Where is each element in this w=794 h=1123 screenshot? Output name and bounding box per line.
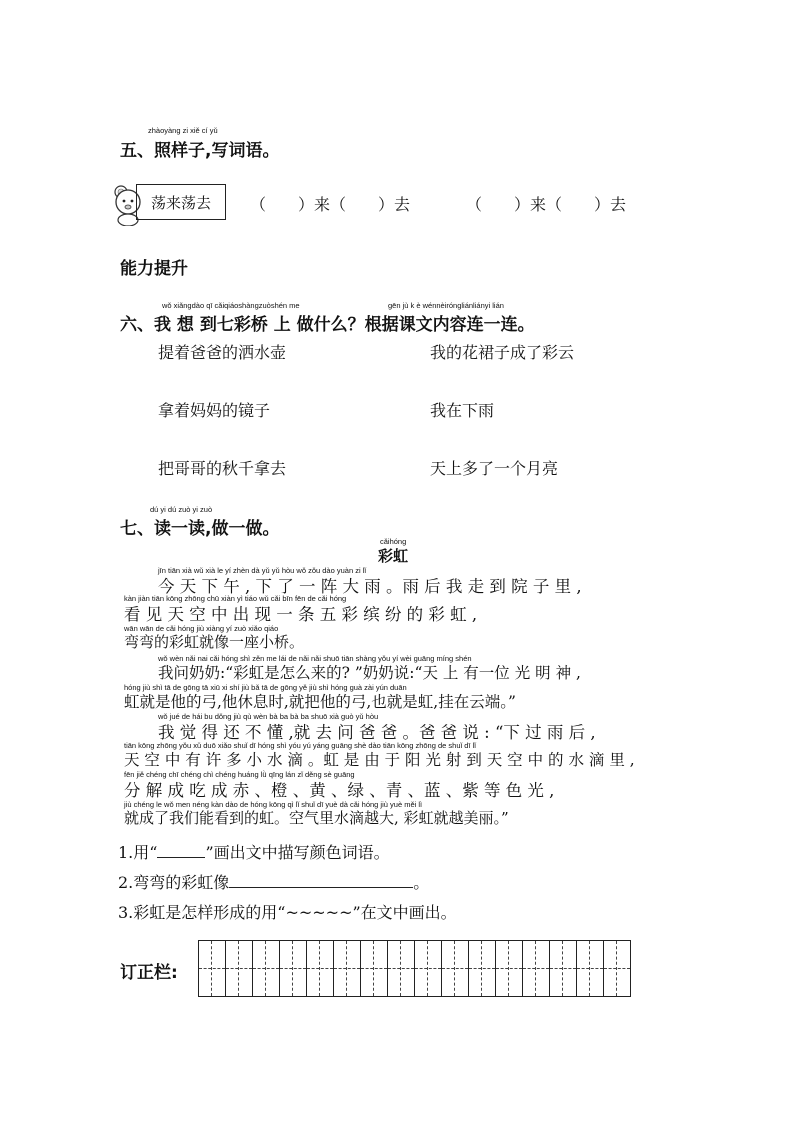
poem-title: 彩虹 — [378, 547, 409, 565]
line-9-pinyin: jiù chéng le wǒ men néng kàn dào de hóng kōng qì lǐ shuǐ dī yuè dà cǎi hóng jiù yuè měi lì — [124, 800, 423, 809]
grid-cell[interactable] — [604, 941, 630, 996]
grid-cell[interactable] — [388, 941, 415, 996]
grid-cell[interactable] — [253, 941, 280, 996]
question-1 — [118, 840, 390, 863]
section6-title: 六、我 想 到七彩桥 上 做什么？根据课文内容连一连。 — [120, 315, 535, 335]
question-1-blank[interactable] — [157, 857, 205, 858]
line-3-pinyin: wān wān de cǎi hóng jiù xiàng yí zuò xiǎo qiáo — [124, 624, 279, 633]
right-item-1[interactable]: 我的花裙子成了彩云 — [430, 343, 575, 362]
line-1-text: 今 天 下 午 , 下 了 一 阵 大 雨 。雨 后 我 走 到 院 子 里 , — [158, 577, 582, 596]
correction-grid[interactable] — [198, 940, 631, 997]
line-8-pinyin: fēn jiě chéng chī chéng chì chéng huáng lǜ qīng lán zǐ děng sè guāng — [124, 770, 355, 779]
left-item-3[interactable]: 把哥哥的秋千拿去 — [158, 459, 287, 478]
poem-title-pinyin: cǎihóng — [380, 537, 407, 546]
section7-title: 七、读一读,做一做。 — [120, 519, 280, 539]
question-2-blank[interactable] — [229, 887, 413, 888]
line-4-text: 我问奶奶:“彩虹是怎么来的? ”奶奶说:“天 上 有一位 光 明 神 , — [158, 664, 581, 682]
question-1-end: ”画出文中描写颜色词语。 — [205, 843, 390, 862]
line-9-text: 就成了我们能看到的虹。空气里水滴越大, 彩虹就越美丽。” — [124, 809, 509, 827]
section6-pinyin-b: gēn jù k è wénnèiróngliánliányi lián — [388, 301, 504, 310]
line-7-text: 天 空 中 有 许 多 小 水 滴 。虹 是 由 于 阳 光 射 到 天 空 中 的 水 滴 里 , — [124, 751, 635, 769]
grid-cell[interactable] — [442, 941, 469, 996]
grid-cell[interactable] — [280, 941, 307, 996]
fill-blank-1: （ ）来（ ）去 — [250, 195, 411, 214]
grid-cell[interactable] — [361, 941, 388, 996]
line-2-pinyin: kàn jiàn tiān kōng zhōng chū xiàn yì tiáo wǔ cǎi bīn fēn de cǎi hóng — [124, 594, 347, 603]
line-5-text: 虹就是他的弓,他休息时,就把他的弓,也就是虹,挂在云端。” — [124, 693, 516, 711]
question-2-text: 2.弯弯的彩虹像 — [118, 873, 230, 892]
section5-title: 五、照样子,写词语。 — [120, 141, 280, 161]
question-2-end: 。 — [413, 873, 430, 892]
line-8-text: 分 解 成 吃 成 赤 、橙 、黄 、绿 、青 、蓝 、紫 等 色 光 , — [124, 781, 555, 800]
line-2-text: 看 见 天 空 中 出 现 一 条 五 彩 缤 纷 的 彩 虹 , — [124, 605, 478, 624]
left-item-2[interactable]: 拿着妈妈的镜子 — [158, 401, 271, 420]
right-item-2[interactable]: 我在下雨 — [430, 401, 495, 420]
line-3-text: 弯弯的彩虹就像一座小桥。 — [124, 633, 305, 651]
grid-cell[interactable] — [226, 941, 253, 996]
grid-cell[interactable] — [523, 941, 550, 996]
grid-cell[interactable] — [496, 941, 523, 996]
line-1-pinyin: jīn tiān xià wǔ xià le yí zhèn dà yǔ yǔ hòu wǒ zǒu dào yuàn zi lǐ — [158, 566, 367, 575]
line-5-pinyin: hóng jiù shì tā de gōng tā xiū xi shí jiù bǎ tā de gōng yě jiù shì hóng guà zài yún duān — [124, 683, 407, 692]
grid-cell[interactable] — [334, 941, 361, 996]
sample-word: 荡来荡去 — [150, 193, 211, 212]
section7-pinyin: dú yi dú zuò yi zuò — [150, 505, 213, 514]
fill-blank-2: （ ）来（ ）去 — [466, 195, 627, 214]
ability-heading: 能力提升 — [120, 259, 188, 279]
question-3: 3.彩虹是怎样形成的用“~~~~~”在文中画出。 — [118, 903, 457, 922]
grid-cell[interactable] — [469, 941, 496, 996]
question-1-start: 1.用“ — [118, 843, 158, 862]
grid-cell[interactable] — [199, 941, 226, 996]
correction-label: 订正栏: — [120, 963, 178, 983]
right-item-3[interactable]: 天上多了一个月亮 — [430, 459, 559, 478]
line-7-pinyin: tiān kōng zhōng yǒu xǔ duō xiǎo shuǐ dī hóng shì yóu yú yáng guāng shè dào tiān kōng zhōng de shuǐ dī lǐ — [124, 741, 476, 750]
section5-pinyin: zhàoyàng zi xiě cí yǔ — [148, 126, 218, 135]
grid-cell[interactable] — [577, 941, 604, 996]
question-2 — [118, 870, 429, 893]
section6-pinyin-a: wǒ xiǎngdào qī cǎiqiáoshàngzuòshén me — [162, 301, 300, 310]
grid-cell[interactable] — [307, 941, 334, 996]
line-6-pinyin: wǒ jué de hái bu dǒng jiù qù wèn bà ba bà ba shuō xià guò yǔ hòu — [158, 712, 379, 721]
sample-word-box — [136, 184, 226, 220]
line-4-pinyin: wǒ wèn nǎi nai cǎi hóng shì zěn me lái de nǎi nǎi shuō tiān shàng yǒu yí wèi guāng míng shén — [158, 654, 472, 663]
grid-cell[interactable] — [550, 941, 577, 996]
grid-cell[interactable] — [415, 941, 442, 996]
line-6-text: 我 觉 得 还 不 懂 ,就 去 问 爸 爸 。爸 爸 说 : “下 过 雨 后 , — [158, 723, 596, 742]
left-item-1[interactable]: 提着爸爸的洒水壶 — [158, 343, 287, 362]
